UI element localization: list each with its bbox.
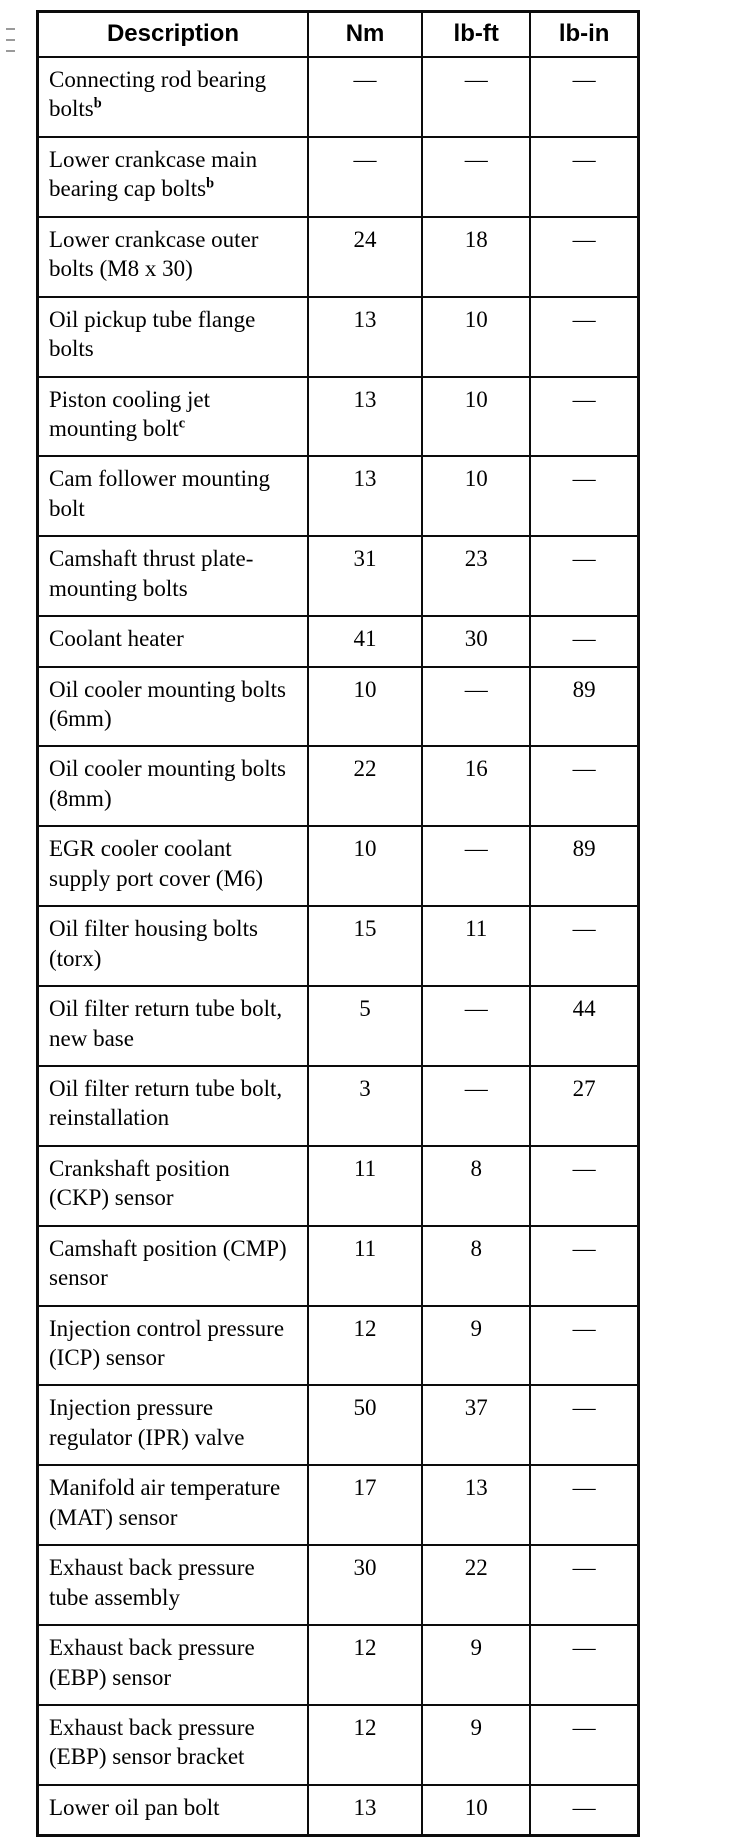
nm-cell: 15 (308, 906, 422, 986)
table-row (38, 1385, 639, 1465)
lbin-cell: — (530, 137, 638, 217)
table-row (38, 1146, 639, 1226)
lbft-cell: 9 (422, 1306, 530, 1386)
lbft-cell: — (422, 137, 530, 217)
description-text: Cam follower mounting bolt (49, 466, 271, 521)
description-text: Oil filter housing bolts (torx) (49, 916, 258, 971)
scan-margin-artifact (6, 28, 16, 52)
nm-cell: 22 (308, 746, 422, 826)
table-row (38, 1625, 639, 1705)
description-cell (38, 456, 308, 536)
nm-cell: 3 (308, 1066, 422, 1146)
table-row (38, 906, 639, 986)
lbin-cell: — (530, 297, 638, 377)
nm-cell: 31 (308, 536, 422, 616)
lbft-cell: 10 (422, 377, 530, 457)
column-header-nm: Nm (308, 12, 422, 58)
nm-cell: 10 (308, 667, 422, 747)
table-row (38, 377, 639, 457)
lbft-cell: 22 (422, 1545, 530, 1625)
nm-cell: — (308, 137, 422, 217)
description-cell (38, 667, 308, 747)
table-row (38, 1066, 639, 1146)
table-row (38, 137, 639, 217)
description-text: Lower crankcase outer bolts (M8 x 30) (49, 226, 259, 282)
nm-cell: 13 (308, 297, 422, 377)
description-cell (38, 57, 308, 137)
nm-cell: 5 (308, 986, 422, 1066)
table-row (38, 536, 639, 616)
lbin-cell: — (530, 57, 638, 137)
lbin-cell: 27 (530, 1066, 638, 1146)
table-row (38, 826, 639, 906)
lbin-cell: — (530, 456, 638, 536)
description-text: Oil pickup tube flange bolts (49, 306, 256, 362)
nm-cell: 13 (308, 456, 422, 536)
lbft-cell: 23 (422, 536, 530, 616)
description-text: Lower crankcase main bearing cap bolts (49, 146, 258, 202)
torque-spec-table (36, 10, 640, 1837)
lbin-cell: — (530, 906, 638, 986)
lbin-cell: — (530, 1226, 638, 1306)
lbft-cell: 18 (422, 217, 530, 297)
description-text: Lower oil pan bolt (49, 1794, 220, 1820)
table-row (38, 456, 639, 536)
lbin-cell: 44 (530, 986, 638, 1066)
lbft-cell: 11 (422, 906, 530, 986)
lbin-cell: 89 (530, 667, 638, 747)
footnote-marker: b (93, 95, 102, 112)
description-text: Injection control pressure (ICP) sensor (49, 1315, 285, 1370)
lbft-cell: 13 (422, 1465, 530, 1545)
lbin-cell: — (530, 217, 638, 297)
lbin-cell: — (530, 1705, 638, 1785)
lbft-cell: 37 (422, 1385, 530, 1465)
lbft-cell: — (422, 986, 530, 1066)
lbin-cell: — (530, 1785, 638, 1836)
description-cell (38, 746, 308, 826)
table-row (38, 1306, 639, 1386)
lbin-cell: — (530, 377, 638, 457)
table-row (38, 616, 639, 666)
lbin-cell: — (530, 1545, 638, 1625)
table-row (38, 986, 639, 1066)
lbft-cell: 10 (422, 456, 530, 536)
lbft-cell: 10 (422, 1785, 530, 1836)
description-cell (38, 986, 308, 1066)
description-cell (38, 1785, 308, 1836)
description-text: Piston cooling jet mounting bolt (49, 386, 210, 441)
description-cell (38, 536, 308, 616)
description-text: Camshaft position (CMP) sensor (49, 1235, 287, 1291)
description-cell (38, 1306, 308, 1386)
lbft-cell: 10 (422, 297, 530, 377)
description-cell (38, 1146, 308, 1226)
footnote-marker: b (206, 175, 215, 192)
table-row (38, 217, 639, 297)
table-row (38, 1785, 639, 1836)
description-text: Exhaust back pressure (EBP) sensor bracket (49, 1714, 255, 1770)
description-cell (38, 1545, 308, 1625)
nm-cell: 30 (308, 1545, 422, 1625)
description-cell (38, 1226, 308, 1306)
description-text: Oil filter return tube bolt, reinstallation (49, 1075, 283, 1131)
description-text: Connecting rod bearing bolts (49, 67, 267, 122)
description-text: Injection pressure regulator (IPR) valve (49, 1395, 245, 1450)
description-text: Exhaust back pressure (EBP) sensor (49, 1635, 255, 1690)
lbin-cell: — (530, 1306, 638, 1386)
nm-cell: 50 (308, 1385, 422, 1465)
table-row (38, 57, 639, 137)
description-text: Coolant heater (49, 626, 184, 652)
description-text: Oil cooler mounting bolts (8mm) (49, 756, 287, 811)
nm-cell: 12 (308, 1306, 422, 1386)
lbft-cell: — (422, 667, 530, 747)
table-row (38, 746, 639, 826)
table-header-row (38, 12, 639, 58)
lbin-cell: — (530, 1385, 638, 1465)
table-row (38, 667, 639, 747)
lbin-cell: — (530, 536, 638, 616)
description-cell (38, 1705, 308, 1785)
table-row (38, 1545, 639, 1625)
description-cell (38, 1625, 308, 1705)
description-cell (38, 297, 308, 377)
table-row (38, 1226, 639, 1306)
lbin-cell: — (530, 616, 638, 666)
lbin-cell: — (530, 1465, 638, 1545)
table-row (38, 1705, 639, 1785)
description-cell (38, 1385, 308, 1465)
column-header-lbft: lb-ft (422, 12, 530, 58)
footnote-marker: c (178, 415, 186, 432)
nm-cell: 13 (308, 377, 422, 457)
lbft-cell: 9 (422, 1625, 530, 1705)
column-header-lbin: lb-in (530, 12, 638, 58)
description-cell (38, 377, 308, 457)
lbft-cell: 8 (422, 1226, 530, 1306)
nm-cell: 12 (308, 1625, 422, 1705)
description-text: Oil cooler mounting bolts (6mm) (49, 676, 287, 731)
nm-cell: 11 (308, 1226, 422, 1306)
column-header-description: Description (38, 12, 308, 58)
nm-cell: 24 (308, 217, 422, 297)
table-row (38, 297, 639, 377)
description-text: Camshaft thrust plate-mounting bolts (49, 546, 254, 601)
lbft-cell: 30 (422, 616, 530, 666)
description-text: Exhaust back pressure tube assembly (49, 1555, 255, 1610)
description-text: Oil filter return tube bolt, new base (49, 996, 283, 1051)
description-cell (38, 616, 308, 666)
nm-cell: 11 (308, 1146, 422, 1226)
lbft-cell: 8 (422, 1146, 530, 1226)
lbft-cell: 9 (422, 1705, 530, 1785)
lbft-cell: — (422, 826, 530, 906)
table-row (38, 1465, 639, 1545)
lbft-cell: — (422, 57, 530, 137)
description-cell (38, 1066, 308, 1146)
nm-cell: 17 (308, 1465, 422, 1545)
description-text: EGR cooler coolant supply port cover (M6) (49, 836, 263, 891)
description-cell (38, 906, 308, 986)
lbin-cell: — (530, 1146, 638, 1226)
lbft-cell: 16 (422, 746, 530, 826)
description-text: Crankshaft position (CKP) sensor (49, 1155, 230, 1211)
table-body (38, 57, 639, 1836)
nm-cell: 12 (308, 1705, 422, 1785)
description-cell (38, 826, 308, 906)
lbft-cell: — (422, 1066, 530, 1146)
nm-cell: 10 (308, 826, 422, 906)
nm-cell: — (308, 57, 422, 137)
nm-cell: 41 (308, 616, 422, 666)
lbin-cell: — (530, 746, 638, 826)
lbin-cell: — (530, 1625, 638, 1705)
lbin-cell: 89 (530, 826, 638, 906)
description-cell (38, 217, 308, 297)
nm-cell: 13 (308, 1785, 422, 1836)
description-cell (38, 137, 308, 217)
description-cell (38, 1465, 308, 1545)
description-text: Manifold air temperature (MAT) sensor (49, 1475, 281, 1530)
